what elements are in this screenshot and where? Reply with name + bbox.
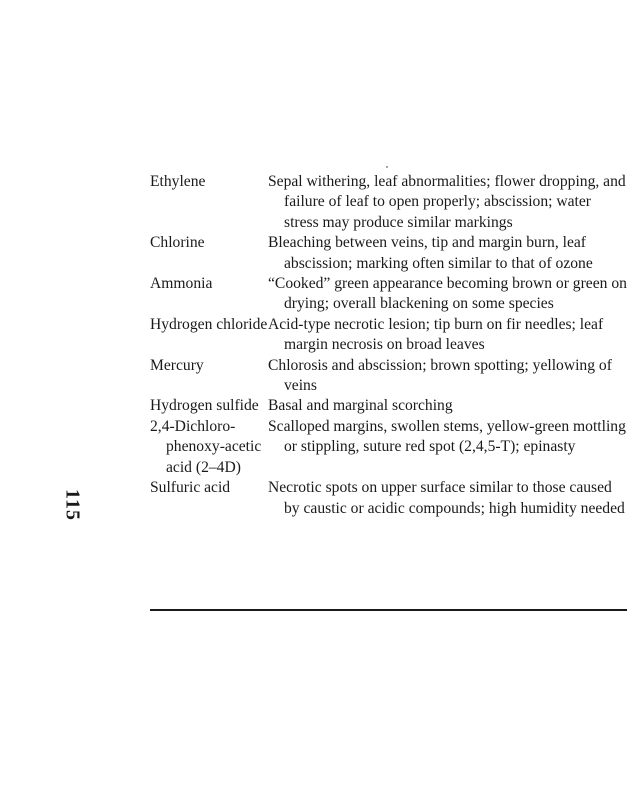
table-row <box>150 172 627 233</box>
table-row <box>150 233 627 274</box>
scan-speck <box>386 166 388 168</box>
table-row <box>150 417 627 478</box>
symptoms-cell: Acid-type necrotic lesion; tip burn on fir needles; leaf margin necrosis on broad leaves <box>268 315 604 354</box>
pollutant-cell: Mercury <box>150 356 204 374</box>
symptoms-cell: Chlorosis and abscission; brown spotting; yellowing of veins <box>268 356 612 395</box>
symptoms-cell: Sepal withering, leaf abnormalities; flower dropping, and failure of leaf to open properly; abscission; water stress may produce similar markings <box>268 173 626 231</box>
pollutant-cell: Ethylene <box>150 173 206 190</box>
page-number: 115 <box>61 489 84 521</box>
pollutant-cell: Sulfuric acid <box>150 479 231 497</box>
symptoms-cell: Bleaching between veins, tip and margin burn, leaf abscission; marking often similar to that of ozone <box>268 234 593 272</box>
table-row <box>150 315 627 356</box>
pollutant-cell: 2,4-Dichloro-phenoxy-acetic acid (2–4D) <box>150 417 262 476</box>
pollutant-cell: Hydrogen sulfide <box>150 397 259 415</box>
pollutant-cell: Hydrogen chloride <box>150 315 268 333</box>
table-row <box>150 274 627 315</box>
table-row <box>150 478 627 519</box>
pollutant-cell: Chlorine <box>150 234 205 252</box>
symptoms-cell: Necrotic spots on upper surface similar to those caused by caustic or acidic compounds; high humidity needed <box>268 479 625 517</box>
injury-symptoms-table <box>150 172 627 519</box>
symptoms-cell: Scalloped margins, swollen stems, yellow-green mottling or stippling, suture red spot (2,4,5-T); epinasty <box>268 417 626 456</box>
table-bottom-rule <box>150 609 627 611</box>
symptoms-cell: Basal and marginal scorching <box>268 397 453 415</box>
pollutant-cell: Ammonia <box>150 275 213 293</box>
table-row <box>150 396 627 416</box>
symptoms-cell: “Cooked” green appearance becoming brown or green on drying; overall blackening on some species <box>268 275 627 313</box>
table-row <box>150 356 627 397</box>
